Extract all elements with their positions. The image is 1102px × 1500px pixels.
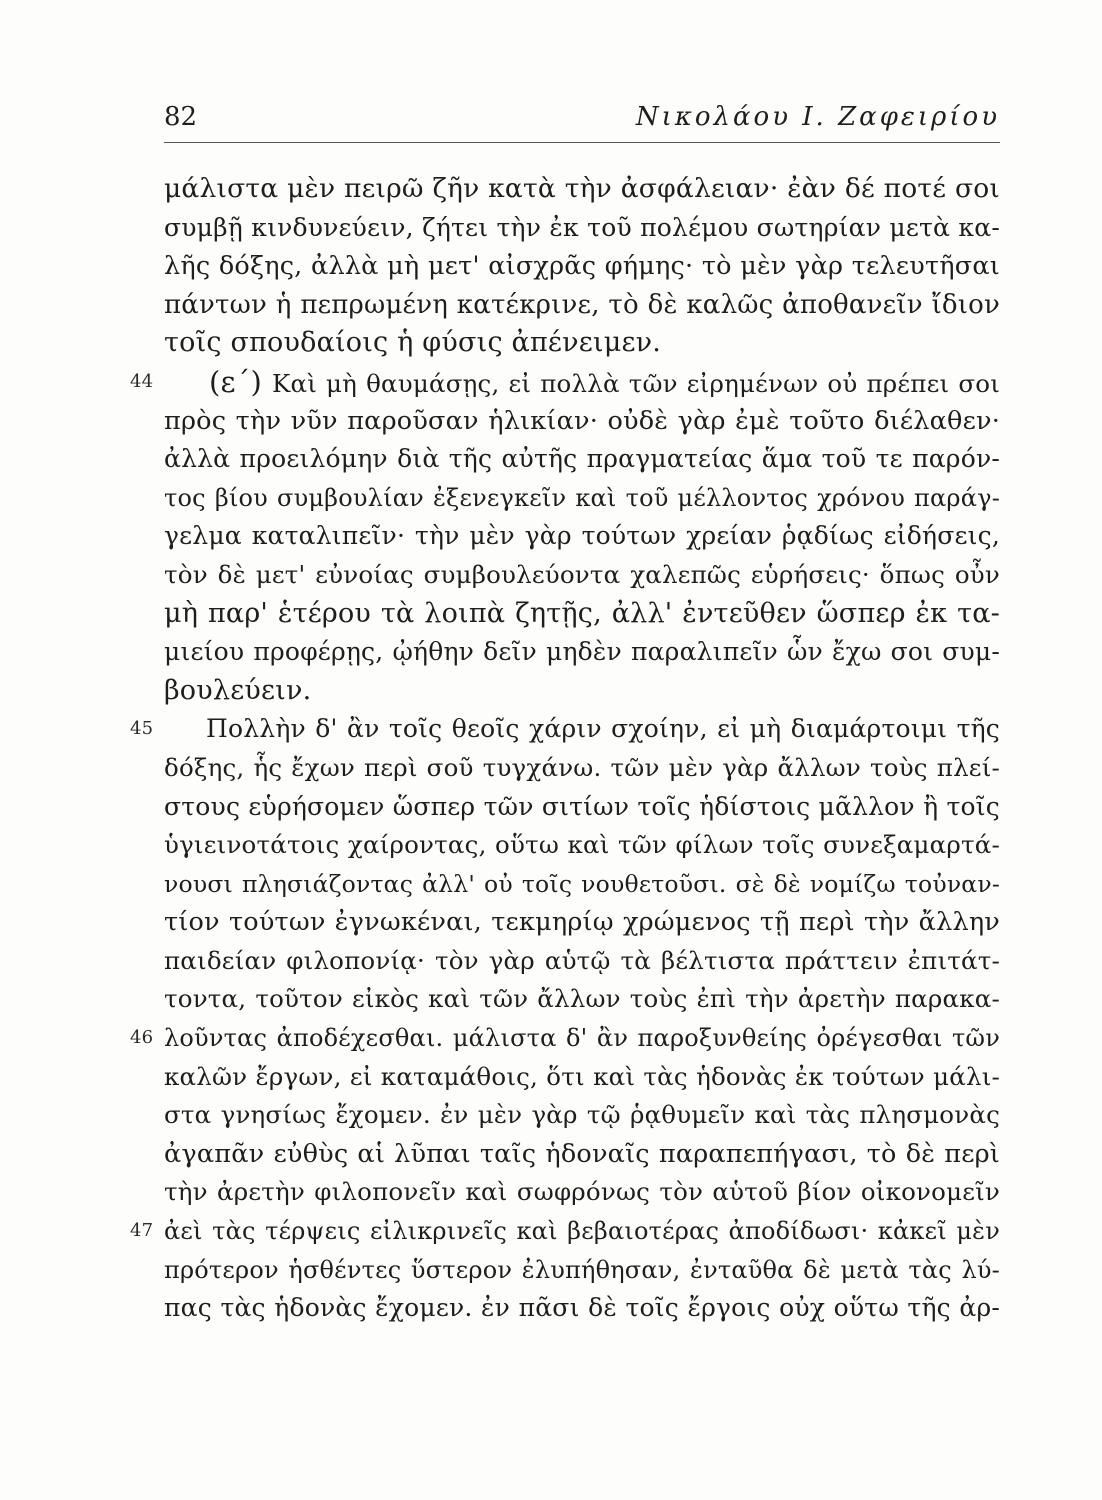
text-line: δόξης, ἧς ἔχων περὶ σοῦ τυγχάνω. τῶν μὲν γὰρ ἄλλων τοὺς πλεί- — [164, 752, 1000, 782]
margin-number: 47 — [130, 1220, 154, 1242]
text-line: τος βίου συμβουλίαν ἐξενεγκεῖν καὶ τοῦ μέλλοντος χρόνου παράγ- — [164, 483, 1000, 512]
text-line-section — [130, 363, 1000, 402]
body-text — [130, 170, 1000, 1328]
text-line: πρότερον ἡσθέντες ὕστερον ἐλυπήθησαν, ἐνταῦθα δὲ μετὰ τὰς λύ- — [164, 1255, 1000, 1284]
text-line: ὑγιεινοτάτοις χαίροντας, οὕτω καὶ τῶν φίλων τοῖς συνεξαμαρτά- — [164, 830, 1000, 860]
text-line: τοντα, τοῦτον εἰκὸς καὶ τῶν ἄλλων τοὺς ἐπὶ τὴν ἀρετὴν παρακα- — [164, 984, 1000, 1014]
text-line: νουσι πλησιάζοντας ἀλλ' οὐ τοῖς νουθετοῦσι. σὲ δὲ νομίζω τοὐναν- — [164, 869, 1000, 898]
text-line: ἀλλὰ προειλόμην διὰ τῆς αὐτῆς πραγματείας ἅμα τοῦ τε παρόν- — [164, 444, 1000, 474]
margin-number: 46 — [130, 1027, 154, 1049]
text-line: πρὸς τὴν νῦν παροῦσαν ἡλικίαν· οὐδὲ γὰρ ἐμὲ τοῦτο διέλαθεν· — [164, 405, 1000, 436]
text-line-content: ἀεὶ τὰς τέρψεις εἰλικρινεῖς καὶ βεβαιοτέρας ἀποδίδωσι· κἀκεῖ μὲν — [164, 1217, 1000, 1246]
page-number: 82 — [164, 102, 198, 132]
text-line: καλῶν ἔργων, εἰ καταμάθοις, ὅτι καὶ τὰς ἡδονὰς ἐκ τούτων μάλι- — [164, 1061, 1000, 1091]
text-line: ἀγαπᾶν εὐθὺς αἱ λῦπαι ταῖς ἡδοναῖς παραπεπήγασι, τὸ δὲ περὶ — [164, 1138, 1000, 1169]
text-line: μιείου προφέρῃς, ᾠήθην δεῖν μηδὲν παραλιπεῖν ὧν ἔχω σοι συμ- — [164, 637, 1000, 667]
text-line: συμβῇ κινδυνεύειν, ζήτει τὴν ἐκ τοῦ πολέμου σωτηρίαν μετὰ κα- — [164, 212, 1000, 242]
text-line-content: λοῦντας ἀποδέχεσθαι. μάλιστα δ' ἂν παροξυνθείης ὀρέγεσθαι τῶν — [164, 1024, 1000, 1053]
margin-number: 44 — [130, 370, 154, 392]
text-line-paragraph-47 — [130, 1212, 1000, 1251]
text-line-paragraph-46 — [130, 1019, 1000, 1058]
text-line: στους εὑρήσομεν ὥσπερ τῶν σιτίων τοῖς ἡδίστοις μᾶλλον ἢ τοῖς — [164, 791, 1000, 821]
text-line: τὴν ἀρετὴν φιλοπονεῖν καὶ σωφρόνως τὸν αὑτοῦ βίον οἰκονομεῖν — [164, 1177, 1000, 1207]
text-line: τοῖς σπουδαίοις ἡ φύσις ἀπένειμεν. — [164, 327, 662, 359]
text-line-paragraph-45 — [130, 710, 1000, 749]
text-line: παιδείαν φιλοπονίᾳ· τὸν γὰρ αὑτῷ τὰ βέλτιστα πράττειν ἐπιτάτ- — [164, 945, 1000, 975]
running-head: Νικολάου Ι. Ζαφειρίου — [635, 102, 1000, 132]
text-line: τὸν δὲ μετ' εὐνοίας συμβουλεύοντα χαλεπῶς εὑρήσεις· ὅπως οὖν — [164, 559, 1000, 589]
page-header — [164, 98, 1000, 136]
text-line-content: Πολλὴν δ' ἂν τοῖς θεοῖς χάριν σχοίην, εἰ μὴ διαμάρτοιμι τῆς — [206, 714, 1000, 744]
text-line: μὴ παρ' ἑτέρου τὰ λοιπὰ ζητῇς, ἀλλ' ἐντεῦθεν ὥσπερ ἐκ τα- — [164, 597, 1000, 629]
text-line: γελμα καταλιπεῖν· τὴν μὲν γὰρ τούτων χρείαν ῥᾳδίως εἰδήσεις, — [164, 521, 1000, 551]
text-line: λῆς δόξης, ἀλλὰ μὴ μετ' αἰσχρᾶς φήμης· τὸ μὲν γὰρ τελευτῆσαι — [164, 251, 1000, 282]
text-line-content: Καὶ μὴ θαυμάσῃς, εἰ πολλὰ τῶν εἰρημένων οὐ πρέπει σοι — [271, 368, 1000, 398]
margin-number: 45 — [130, 718, 154, 740]
text-line: βουλεύειν. — [164, 674, 312, 706]
text-line: μάλιστα μὲν πειρῶ ζῆν κατὰ τὴν ἀσφάλειαν· ἐὰν δέ ποτέ σοι — [164, 173, 1000, 204]
text-line: στα γνησίως ἔχομεν. ἐν μὲν γὰρ τῷ ῥᾳθυμεῖν καὶ τὰς πλησμονὰς — [164, 1100, 1000, 1130]
text-line: πας τὰς ἡδονὰς ἔχομεν. ἐν πᾶσι δὲ τοῖς ἔργοις οὐχ οὕτω τῆς ἀρ- — [164, 1293, 1000, 1323]
text-line: τίον τούτων ἐγνωκέναι, τεκμηρίῳ χρώμενος τῇ περὶ τὴν ἄλλην — [164, 907, 1000, 938]
section-marker: (ε΄) — [209, 364, 262, 399]
header-rule — [164, 142, 1000, 143]
text-line: πάντων ἡ πεπρωμένη κατέκρινε, τὸ δὲ καλῶς ἀποθανεῖν ἴδιον — [164, 289, 1000, 320]
